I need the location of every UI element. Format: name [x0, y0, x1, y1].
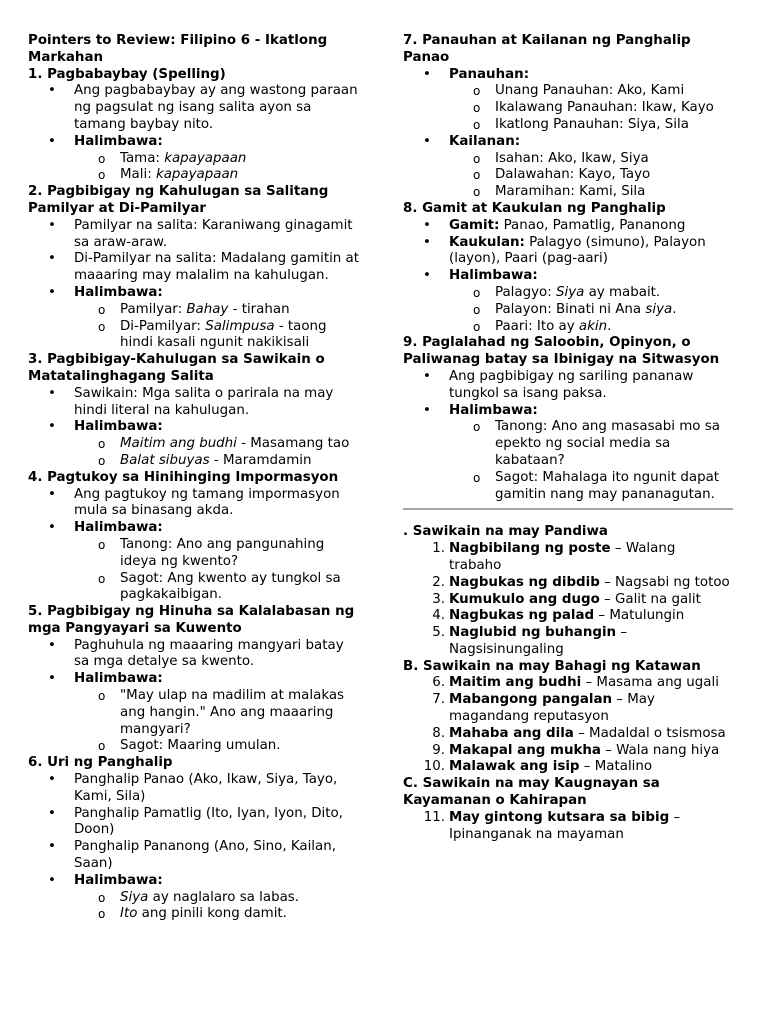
example-item: o "May ulap na madilim at malakas ang hangin." Ano ang maaaring mangyari?	[98, 688, 345, 737]
section-heading: 6. Uri ng Panghalip	[28, 755, 173, 771]
example-item: o Di-Pamilyar: Salimpusa - taong hindi kasali ngunit nakikisali	[98, 318, 327, 351]
section-heading: 9. Paglalahad ng Saloobin, Opinyon, o Paliwanag batay sa Ibinigay na Sitwasyon	[403, 335, 720, 368]
bullet-item: • Halimbawa:	[423, 402, 538, 418]
section-heading: B. Sawikain na may Bahagi ng Katawan	[403, 658, 701, 674]
bullet-item: • Kailanan:	[423, 133, 521, 149]
right-column	[403, 33, 731, 843]
example-item: o Palagyo: Siya ay mabait.	[473, 284, 661, 300]
bullet-item: • Panghalip Pananong (Ano, Sino, Kailan, Saan)	[48, 839, 336, 872]
idiom-item: 2. Nagbukas ng dibdib – Nagsabi ng totoo	[432, 574, 730, 590]
idiom-item: 11. May gintong kutsara sa bibig – Ipinanganak na mayaman	[423, 809, 681, 842]
bullet-item: • Halimbawa:	[48, 284, 163, 300]
left-column	[28, 33, 363, 923]
section-divider	[403, 508, 733, 510]
section-heading: C. Sawikain na may Kaugnayan sa Kayamanan o Kahirapan	[403, 776, 660, 809]
bullet-item: • Halimbawa:	[48, 133, 163, 149]
example-item: o Sagot: Mahalaga ito ngunit dapat gamitin nang may pananagutan.	[473, 469, 720, 502]
bullet-item: • Ang pagtukoy ng tamang impormasyon mula sa binasang akda.	[48, 486, 340, 519]
example-item: o Tama: kapayapaan	[98, 150, 247, 166]
idiom-item: 1. Nagbibilang ng poste – Walang trabaho	[432, 541, 676, 573]
bullet-item: • Halimbawa:	[423, 268, 538, 284]
bullet-item: • Halimbawa:	[48, 872, 163, 888]
example-item: o Maitim ang budhi - Masamang tao	[98, 436, 350, 452]
bullet-item: • Gamit: Panao, Pamatlig, Pananong	[423, 217, 686, 233]
bullet-item: • Panghalip Panao (Ako, Ikaw, Siya, Tayo, Kami, Sila)	[48, 772, 338, 804]
example-item: o Balat sibuyas - Maramdamin	[98, 452, 312, 468]
idiom-item: 6. Maitim ang budhi – Masama ang ugali	[432, 675, 719, 691]
example-item: o Mali: kapayapaan	[98, 167, 239, 183]
example-item: o Paari: Ito ay akin.	[473, 318, 612, 334]
bullet-item: • Paghuhula ng maaaring mangyari batay sa mga detalye sa kwento.	[48, 637, 344, 670]
bullet-item: • Pamilyar na salita: Karaniwang ginagamit sa araw-araw.	[48, 217, 353, 250]
section-heading: 4. Pagtukoy sa Hinihinging Impormasyon	[28, 469, 339, 485]
section-heading: 2. Pagbibigay ng Kahulugan sa Salitang Pamilyar at Di-Pamilyar	[28, 184, 329, 216]
example-item: o Siya ay naglalaro sa labas.	[98, 889, 300, 905]
example-item: o Ikalawang Panauhan: Ikaw, Kayo	[473, 100, 714, 116]
bullet-item: • Panauhan:	[423, 66, 530, 82]
idiom-item: 3. Kumukulo ang dugo – Galit na galit	[432, 591, 701, 607]
idiom-item: 9. Makapal ang mukha – Wala nang hiya	[432, 742, 720, 758]
bullet-item: • Panghalip Pamatlig (Ito, Iyan, Iyon, Dito, Doon)	[48, 805, 343, 838]
bullet-item: • Kaukulan: Palagyo (simuno), Palayon (layon), Paari (pag-aari)	[423, 234, 706, 267]
bullet-item: • Ang pagbibigay ng sariling pananaw tungkol sa isang paksa.	[423, 368, 694, 401]
section-heading: 3. Pagbibigay-Kahulugan sa Sawikain o Matatalinghagang Salita	[28, 352, 325, 384]
page-title: Pointers to Review: Filipino 6 - Ikatlong Markahan	[28, 33, 328, 65]
section-heading: 1. Pagbabaybay (Spelling)	[28, 66, 226, 82]
bullet-item: • Halimbawa:	[48, 419, 163, 435]
idiom-item: 5. Naglubid ng buhangin – Nagsisinungaling	[432, 625, 628, 657]
idiom-item: 8. Mahaba ang dila – Madaldal o tsismosa	[432, 725, 726, 741]
idiom-item: 7. Mabangong pangalan – May magandang reputasyon	[432, 692, 655, 725]
example-item: o Tanong: Ano ang masasabi mo sa epekto ng social media sa kabataan?	[473, 419, 720, 468]
example-item: o Unang Panauhan: Ako, Kami	[473, 83, 685, 99]
example-item: o Ito ang pinili kong damit.	[98, 906, 287, 922]
bullet-item: • Halimbawa:	[48, 671, 163, 687]
section-heading: . Sawikain na may Pandiwa	[403, 524, 608, 540]
idiom-item: 4. Nagbukas ng palad – Matulungin	[432, 608, 685, 624]
bullet-item: • Di-Pamilyar na salita: Madalang gamitin at maaaring may malalim na kahulugan.	[48, 251, 359, 284]
example-item: o Dalawahan: Kayo, Tayo	[473, 167, 651, 183]
idiom-item: 10. Malawak ang isip – Matalino	[423, 759, 653, 775]
example-item: o Tanong: Ano ang pangunahing ideya ng kwento?	[98, 536, 325, 569]
section-heading: 5. Pagbibigay ng Hinuha sa Kalalabasan ng mga Pangyayari sa Kuwento	[28, 604, 355, 636]
example-item: o Maramihan: Kami, Sila	[473, 184, 646, 200]
example-item: o Palayon: Binati ni Ana siya.	[473, 301, 677, 317]
bullet-item: • Sawikain: Mga salita o parirala na may hindi literal na kahulugan.	[48, 385, 334, 418]
example-item: o Ikatlong Panauhan: Siya, Sila	[473, 116, 689, 132]
example-item: o Sagot: Maaring umulan.	[98, 738, 281, 754]
example-item: o Isahan: Ako, Ikaw, Siya	[473, 150, 649, 166]
bullet-item: • Ang pagbabaybay ay ang wastong paraan ng pagsulat ng isang salita ayon sa tamang baybay nito.	[48, 83, 358, 132]
section-heading: 8. Gamit at Kaukulan ng Panghalip	[403, 200, 666, 216]
section-heading: 7. Panauhan at Kailanan ng Panghalip Panao	[403, 33, 691, 65]
bullet-item: • Halimbawa:	[48, 520, 163, 536]
example-item: o Sagot: Ang kwento ay tungkol sa pagkakaibigan.	[98, 570, 341, 603]
example-item: o Pamilyar: Bahay - tirahan	[98, 301, 290, 317]
